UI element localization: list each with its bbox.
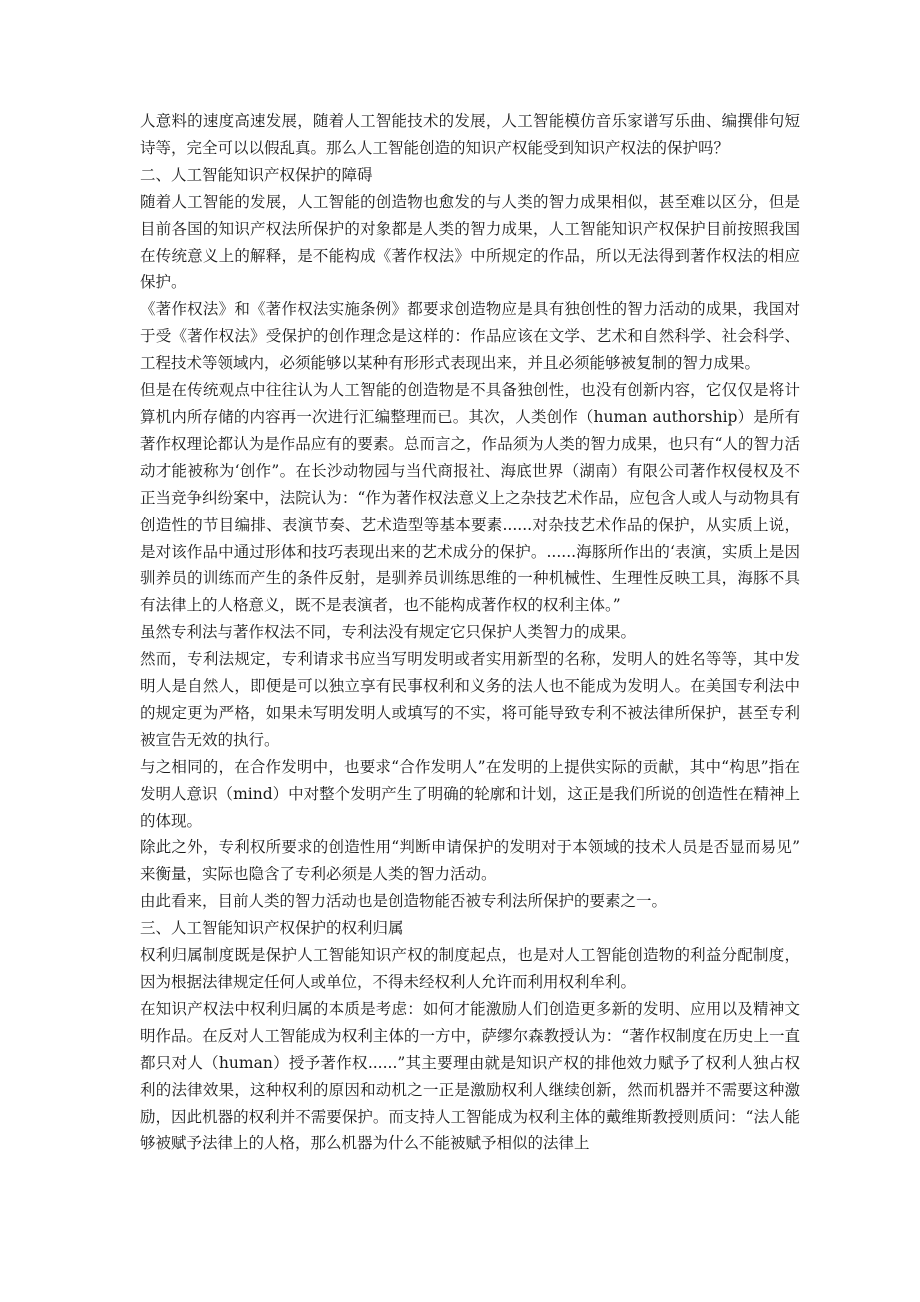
paragraph: 随着人工智能的发展，人工智能的创造物也愈发的与人类的智力成果相似，甚至难以区分，但是目前各国的知识产权法所保护的对象都是人类的智力成果，人工智能知识产权保护目前按照我国在传统意义上的解释，是不能构成《著作权法》中所规定的作品，所以无法得到著作权法的相应保护。	[140, 192, 800, 292]
paragraph: 《著作权法》和《著作权法实施条例》都要求创造物应是具有独创性的智力活动的成果，我国对于受《著作权法》受保护的创作理念是这样的：作品应该在文学、艺术和自然科学、社会科学、工程技术等领域内，必须能够以某种有形形式表现出来，并且必须能够被复制的智力成果。	[140, 300, 800, 373]
paragraph: 但是在传统观点中往往认为人工智能的创造物是不具备独创性，也没有创新内容，它仅仅是将计算机内所存储的内容再一次进行汇编整理而已。其次，人类创作（human authorship）是所有著作权理论都认为是作品应有的要素。总而言之，作品须为人类的智力成果，也只有“人的智力活动才能被称为‘创作”。在长沙动物园与当代商报社、海底世界（湖南）有限公司著作权侵权及不正当竞争纠纷案中，法院认为：“作为著作权法意义上之杂技艺术作品，应包含人或人与动物具有创造性的节目编排、表演节奏、艺术造型等基本要素......对杂技艺术作品的保护，从实质上说，是对该作品中通过形体和技巧表现出来的艺术成分的保护。......海豚所作出的‘表演，实质上是因驯养员的训练而产生的条件反射，是驯养员训练思维的一种机械性、生理性反映工具，海豚不具有法律上的人格意义，既不是表演者，也不能构成著作权的权利主体。”	[140, 381, 800, 615]
section-heading-2: 二、人工智能知识产权保护的障碍	[140, 165, 373, 184]
paragraph: 由此看来，目前人类的智力活动也是创造物能否被专利法所保护的要素之一。	[140, 892, 668, 911]
paragraph: 与之相同的，在合作发明中，也要求“合作发明人”在发明的上提供实际的贡献，其中“构思”指在发明人意识（mind）中对整个发明产生了明确的轮廓和计划，这正是我们所说的创造性在精神上的体现。	[140, 757, 800, 830]
paragraph-continuation: 人意料的速度高速发展，随着人工智能技术的发展，人工智能模仿音乐家谱写乐曲、编撰俳句短诗等，完全可以以假乱真。那么人工智能创造的知识产权能受到知识产权法的保护吗？	[140, 112, 800, 157]
paragraph: 权利归属制度既是保护人工智能知识产权的制度起点，也是对人工智能创造物的利益分配制度，因为根据法律规定任何人或单位，不得未经权利人允许而利用权利牟利。	[140, 946, 800, 991]
paragraph: 然而，专利法规定，专利请求书应当写明发明或者实用新型的名称，发明人的姓名等等，其中发明人是自然人，即便是可以独立享有民事权利和义务的法人也不能成为发明人。在美国专利法中的规定更为严格，如果未写明发明人或填写的不实，将可能导致专利不被法律所保护，甚至专利被宣告无效的执行。	[140, 650, 800, 749]
paragraph: 在知识产权法中权利归属的本质是考虑：如何才能激励人们创造更多新的发明、应用以及精神文明作品。在反对人工智能成为权利主体的一方中，萨缪尔森教授认为：“著作权制度在历史上一直都只对人（human）授予著作权......”其主要理由就是知识产权的排他效力赋予了权利人独占权利的法律效果，这种权利的原因和动机之一正是激励权利人继续创新，然而机器并不需要这种激励，因此机器的权利并不需要保护。而支持人工智能成为权利主体的戴维斯教授则质问：“法人能够被赋予法律上的人格，那么机器为什么不能被赋予相似的法律上	[140, 999, 800, 1153]
document-page	[140, 108, 800, 1157]
paragraph: 虽然专利法与著作权法不同，专利法没有规定它只保护人类智力的成果。	[140, 623, 637, 642]
section-heading-3: 三、人工智能知识产权保护的权利归属	[140, 919, 404, 938]
paragraph: 除此之外，专利权所要求的创造性用“判断申请保护的发明对于本领域的技术人员是否显而易见”来衡量，实际也隐含了专利必须是人类的智力活动。	[140, 838, 800, 884]
